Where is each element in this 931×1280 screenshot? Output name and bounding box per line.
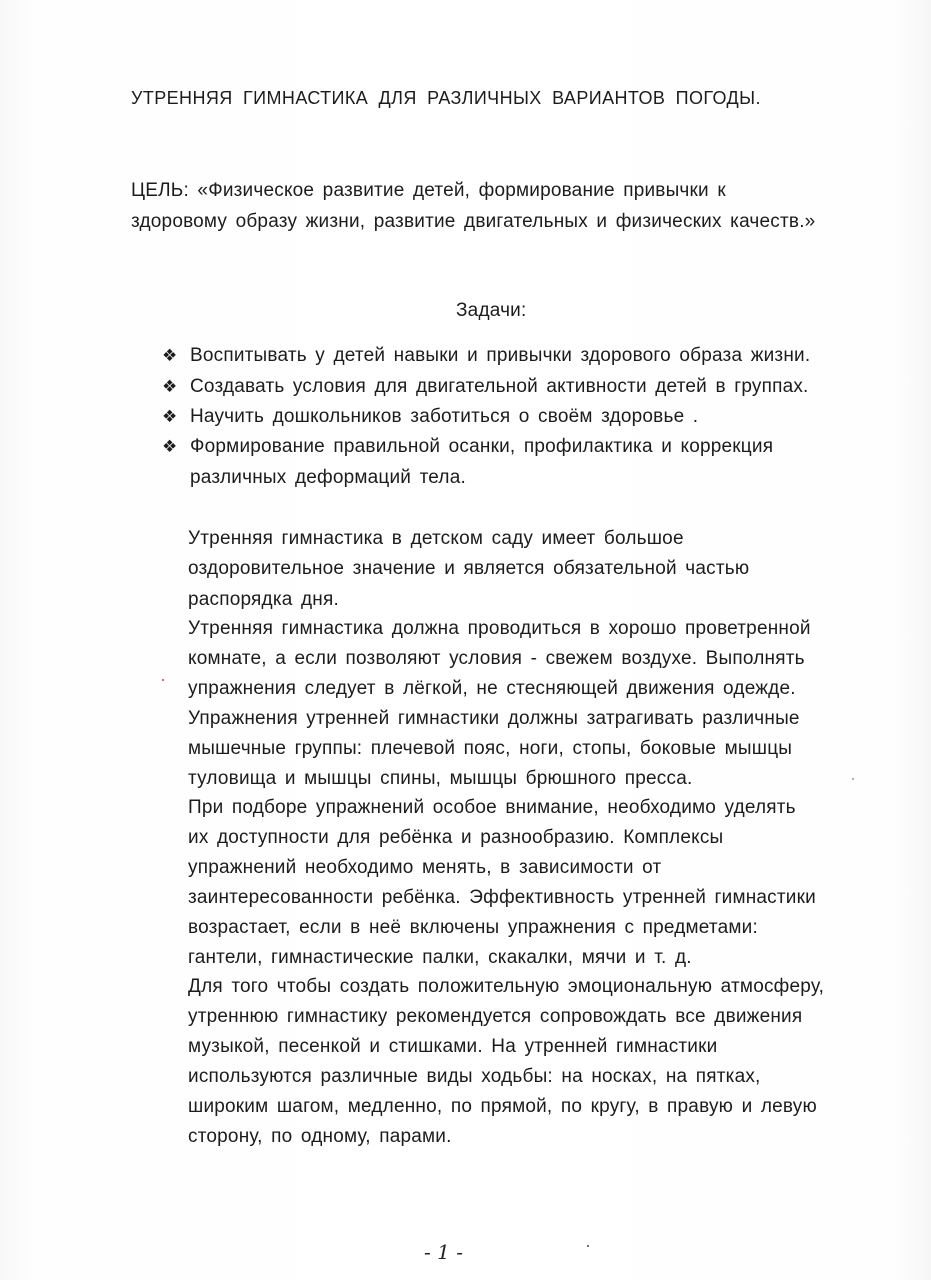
body-line: распорядка дня.: [188, 589, 339, 610]
goal-line-1: ЦЕЛЬ: «Физическое развитие детей, формирование привычки к: [131, 180, 726, 201]
body-line: утреннюю гимнастику рекомендуется сопровождать все движения: [188, 1006, 803, 1027]
body-line: используются различные виды ходьбы: на носках, на пятках,: [188, 1066, 761, 1087]
task-text: Научить дошкольников заботиться о своём здоровье .: [190, 406, 699, 427]
body-line: музыкой, песенкой и стишками. На утренней гимнастики: [188, 1036, 718, 1057]
task-item: [162, 345, 810, 367]
diamond-bullet-icon: ❖: [162, 346, 178, 366]
body-line: упражнений необходимо менять, в зависимости от: [188, 857, 662, 878]
body-line: возрастает, если в неё включены упражнения с предметами:: [188, 917, 758, 938]
scan-speck: [162, 679, 164, 681]
body-line: туловища и мышцы спины, мышцы брюшного пресса.: [188, 768, 693, 789]
diamond-bullet-icon: ❖: [162, 437, 178, 457]
body-line: Утренняя гимнастика должна проводиться в хорошо проветренной: [188, 618, 811, 639]
diamond-bullet-icon: ❖: [162, 407, 178, 427]
task-item: [162, 436, 773, 458]
document-title: УТРЕННЯЯ ГИМНАСТИКА ДЛЯ РАЗЛИЧНЫХ ВАРИАНТОВ ПОГОДЫ.: [131, 88, 761, 108]
goal-line-2: здоровому образу жизни, развитие двигательных и физических качеств.»: [131, 211, 816, 232]
body-line: Упражнения утренней гимнастики должны затрагивать различные: [188, 708, 800, 729]
task-text: Воспитывать у детей навыки и привычки здорового образа жизни.: [190, 345, 811, 366]
tasks-heading: Задачи:: [456, 300, 527, 321]
body-line: оздоровительное значение и является обязательной частью: [188, 558, 750, 579]
scan-speck: [852, 778, 854, 780]
body-line: комнате, а если позволяют условия - свежем воздухе. Выполнять: [188, 648, 805, 669]
body-line: их доступности для ребёнка и разнообразию. Комплексы: [188, 827, 724, 848]
body-line: широким шагом, медленно, по прямой, по кругу, в правую и левую: [188, 1096, 817, 1117]
scan-speck: [587, 1245, 589, 1247]
body-line: При подборе упражнений особое внимание, необходимо уделять: [188, 797, 796, 818]
body-line: упражнения следует в лёгкой, не стесняющей движения одежде.: [188, 678, 796, 699]
task-text: Формирование правильной осанки, профилактика и коррекция: [190, 436, 774, 457]
page-number: - 1 -: [424, 1240, 463, 1264]
body-line: мышечные группы: плечевой пояс, ноги, стопы, боковые мышцы: [188, 738, 793, 759]
diamond-bullet-icon: ❖: [162, 377, 178, 397]
body-line: Утренняя гимнастика в детском саду имеет большое: [188, 528, 684, 549]
task-text-continuation: различных деформаций тела.: [190, 467, 466, 488]
task-text: Создавать условия для двигательной активности детей в группах.: [190, 376, 809, 397]
body-line: Для того чтобы создать положительную эмоциональную атмосферу,: [188, 976, 825, 997]
body-line: гантели, гимнастические палки, скакалки, мячи и т. д.: [188, 947, 692, 968]
body-line: заинтересованности ребёнка. Эффективность утренней гимнастики: [188, 887, 816, 908]
task-item: [162, 406, 698, 428]
body-line: сторону, по одному, парами.: [188, 1126, 452, 1147]
task-item: [162, 376, 809, 398]
